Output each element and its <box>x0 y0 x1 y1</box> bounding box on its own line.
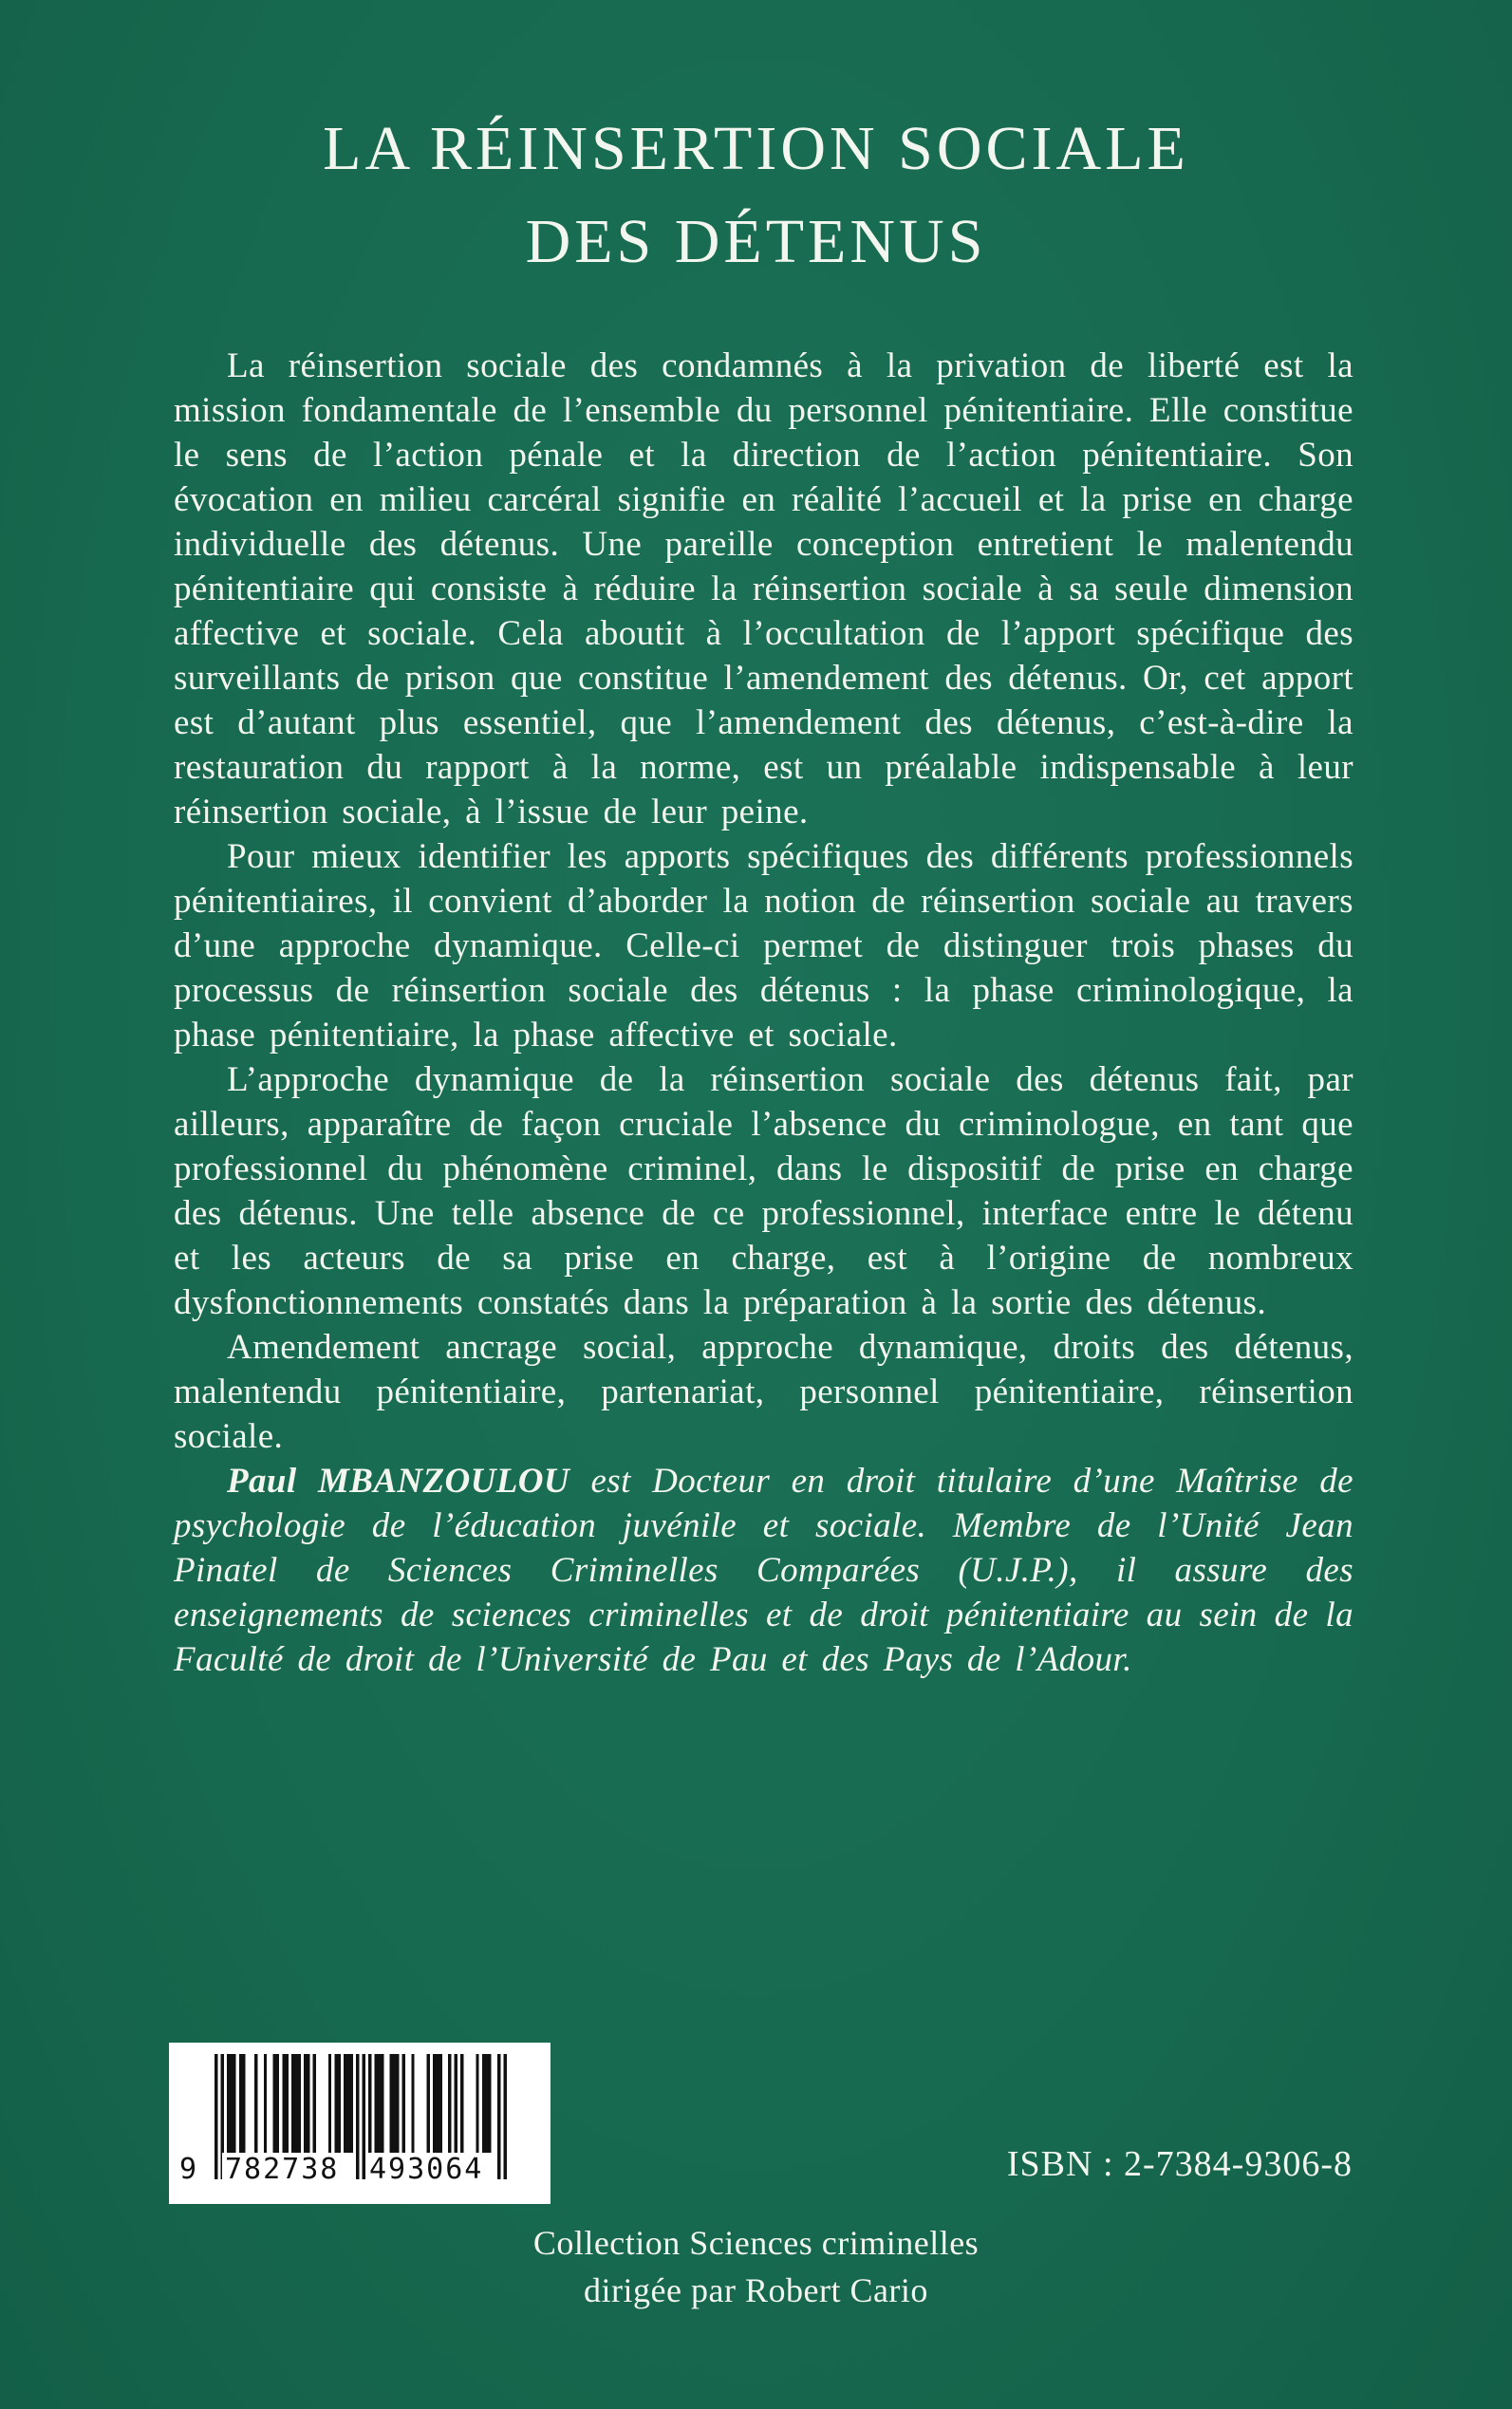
keywords-paragraph: Amendement ancrage social, approche dynamique, droits des détenus, malentendu pénitentiaire, partenariat, personnel pénitentiaire, réinsertion sociale. <box>174 1328 1353 1456</box>
author-name: Paul MBANZOULOU <box>227 1462 570 1501</box>
summary-paragraph: Pour mieux identifier les apports spécifiques des différents professionnels pénitentiaires, il convient d’aborder la notion de réinsertion sociale au travers d’une approche dynamique. Celle-ci permet de distinguer trois phases du processus de réinsertion sociale des détenus : la phase criminologique, la phase pénitentiaire, la phase affective et sociale. <box>174 837 1353 1055</box>
summary-paragraph: L’approche dynamique de la réinsertion sociale des détenus fait, par ailleurs, apparaître de façon cruciale l’absence du criminologue, en tant que professionnel du phénomène criminel, dans le dispositif de prise en charge des détenus. Une telle absence de ce professionnel, interface entre le détenu et les acteurs de sa prise en charge, est à l’origine de nombreux dysfonctionnements constatés dans la préparation à la sortie des détenus. <box>174 1060 1353 1322</box>
barcode-digit-group: 493064 <box>366 2153 486 2187</box>
author-bio-text: est Docteur en droit titulaire d’une Maîtrise de psychologie de l’éducation juvénile et sociale. Membre de l’Unité Jean Pinatel de Sciences Criminelles Comparées (U.J.P.), il assure des enseignements de sciences criminelles et de droit pénitentiaire au sein de la Faculté de droit de l’Université de Pau et des Pays de l’Adour. <box>174 1462 1353 1679</box>
collection-name: Collection Sciences criminelles <box>532 2224 980 2262</box>
collection-director: dirigée par Robert Cario <box>584 2271 928 2309</box>
barcode-digit-group: 782738 <box>222 2153 342 2187</box>
collection-info <box>0 2219 1512 2314</box>
isbn-text: ISBN : 2-7384-9306-8 <box>1006 2144 1353 2184</box>
author-bio <box>174 1459 1353 1682</box>
book-title-line-1: LA RÉINSERTION SOCIALE <box>323 114 1189 183</box>
barcode <box>169 2043 551 2204</box>
book-title <box>0 103 1512 289</box>
summary-paragraph: La réinsertion sociale des condamnés à la privation de liberté est la mission fondamentale de l’ensemble du personnel pénitentiaire. Elle constitue le sens de l’action pénale et la direction de l’action pénitentiaire. Son évocation en milieu carcéral signifie en réalité l’accueil et la prise en charge individuelle des détenus. Une pareille conception entretient le malentendu pénitentiaire qui consiste à réduire la réinsertion sociale à sa seule dimension affective et sociale. Cela aboutit à l’occultation de l’apport spécifique des surveillants de prison que constitue l’amendement des détenus. Or, cet apport est d’autant plus essentiel, que l’amendement des détenus, c’est-à-dire la restauration du rapport à la norme, est un préalable indispensable à leur réinsertion sociale, à l’issue de leur peine. <box>174 346 1353 831</box>
barcode-digit-group: 9 <box>177 2153 201 2187</box>
book-title-line-2: DES DÉTENUS <box>525 207 987 276</box>
back-cover-text <box>174 344 1353 1682</box>
